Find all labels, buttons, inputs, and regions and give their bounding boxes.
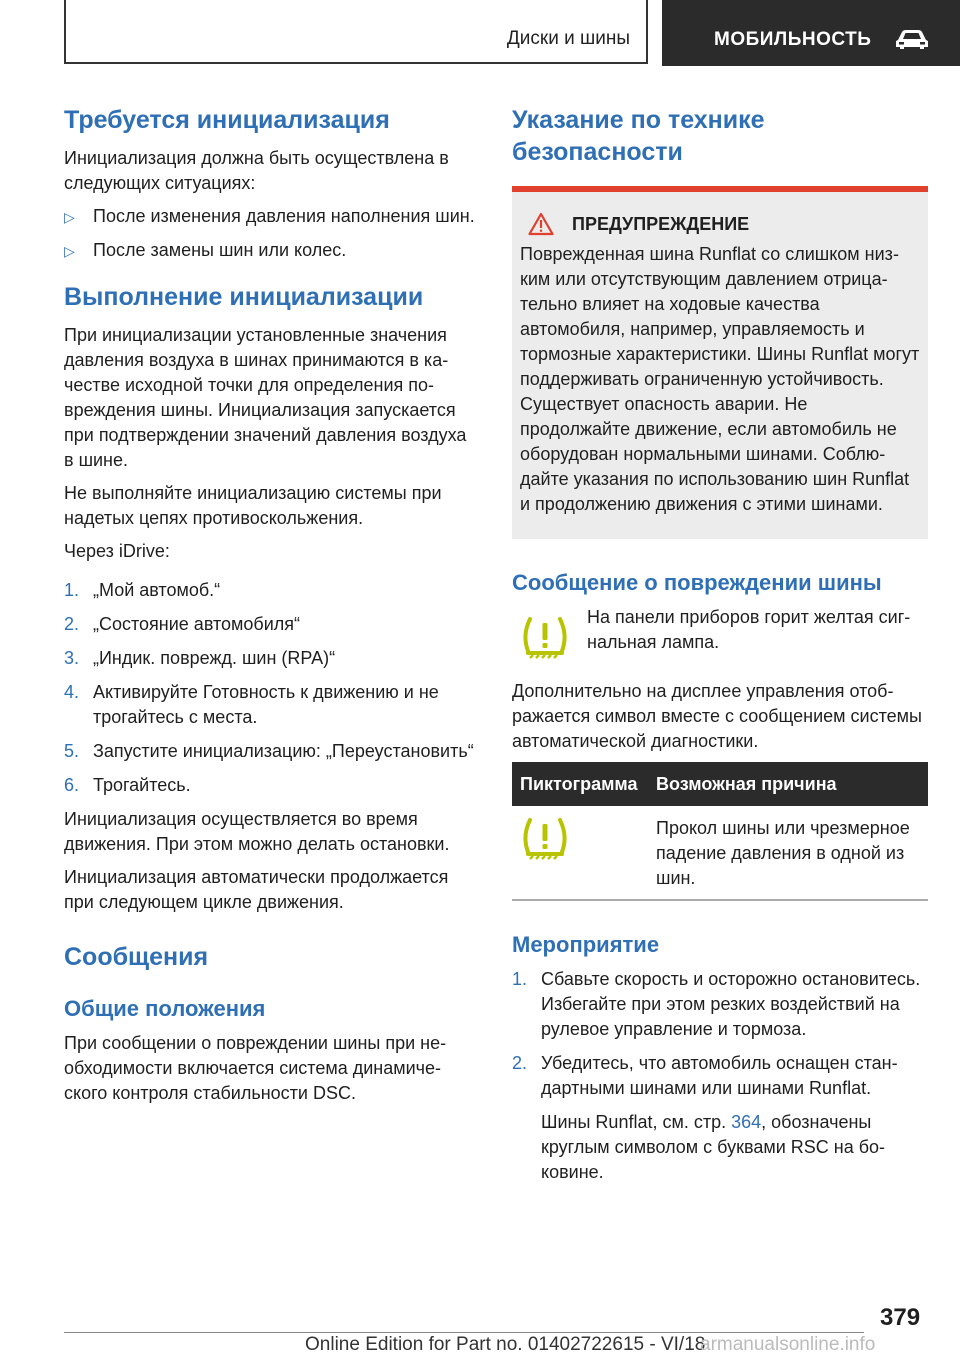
right-column — [512, 104, 928, 1194]
list-item: ▷ После замены шин или колес. — [64, 238, 478, 263]
list-item: ▷ После изменения давления наполнения шин. — [64, 204, 478, 229]
header-section-title: Диски и шины — [506, 28, 630, 49]
runflat-note: Шины Runflat, см. стр. 364, обозначены круглым символом с буквами RSC на боковине. — [541, 1112, 886, 1182]
car-icon — [894, 28, 930, 50]
warning-box — [512, 186, 928, 539]
perform-paragraph-4: Инициализация осуществляется во время движения. При этом можно делать остановки. — [64, 809, 450, 854]
list-item: 3. „Индик. поврежд. шин (RPA)“ — [64, 648, 336, 668]
page-number: 379 — [880, 1304, 921, 1331]
warning-header — [520, 212, 920, 236]
damage-text: Дополнительно на дисплее управления отображается символ вместе с сообщением системы автоматической диагностики. — [512, 681, 922, 751]
list-item: 2. „Состояние автомобиля“ — [64, 614, 301, 634]
table-header-pictogram: Пиктограмма — [512, 762, 648, 806]
heading-safety: Указание по технике безопасности — [512, 106, 765, 166]
pictogram-table — [512, 762, 928, 901]
heading-measures: Мероприятие — [512, 932, 660, 957]
header-chapter-box — [662, 0, 960, 66]
heading-messages: Сообщения — [64, 943, 209, 971]
perform-paragraph-2: Не выполняйте инициализацию системы при надетых цепях противоскольжения. — [64, 483, 442, 528]
table-cell-pictogram — [512, 806, 648, 900]
left-column — [64, 104, 478, 1114]
watermark: armanualsonline.info — [700, 1334, 876, 1355]
perform-paragraph-5: Инициализация автоматически продолжается при следующем цикле движения. — [64, 867, 449, 912]
perform-paragraph-1: При инициализации установленные значения давления воздуха в шинах принимаются в качестве исходной точки для определения повреждения шины. Инициализация запускается при подтверждении значений давления воздуха в шине. — [64, 325, 467, 470]
header-section-box — [64, 0, 648, 64]
list-item: 5. Запустите инициализацию: „Переустановить“ — [64, 741, 474, 761]
heading-perform-init: Выполнение инициализации — [64, 283, 424, 311]
table-cell-cause: Прокол шины или чрезмерное падение давления в одной из шин. — [648, 806, 928, 900]
tire-pressure-warning-icon — [520, 816, 570, 862]
tire-pressure-warning-icon — [520, 615, 570, 661]
tpms-lamp-row — [512, 605, 928, 661]
init-required-intro: Инициализация должна быть осуществлена в следующих ситуациях: — [64, 148, 449, 193]
warning-text: Поврежденная шина Runflat со слишком низким или отсутствующим давлением отрицательно влияет на ходовые качества автомобиля, например, управляемость и тормозные характеристики. Шины Runflat могут поддерживать ограниченную устойчивость. Существует опасность аварии. Не продолжайте движение, если автомобиль не оборудован нормальными шинами. Соблюдайте указания по использованию шин Runflat и продолжению движения с этими шинами. — [520, 244, 920, 514]
triangle-bullet-icon: ▷ — [64, 243, 75, 259]
list-item: 2. Убедитесь, что автомобиль оснащен стандартными шинами или шинами Runflat. Шины Runflat, см. стр. 364, обозначены круглым символом с буквами RSC на боковине. — [512, 1051, 928, 1185]
perform-steps — [64, 578, 478, 798]
table-row — [512, 806, 928, 900]
footer-divider — [64, 1332, 864, 1333]
triangle-bullet-icon: ▷ — [64, 209, 75, 225]
heading-init-required: Требуется инициализация — [64, 106, 390, 134]
list-item: 1. „Мой автомоб.“ — [64, 580, 221, 600]
measures-steps — [512, 967, 928, 1185]
messages-text: При сообщении о повреждении шины при необходимости включается система динамического контроля стабильности DSC. — [64, 1033, 447, 1103]
table-header-cause: Возможная причина — [648, 762, 928, 806]
heading-damage-message: Сообщение о повреждении шины — [512, 570, 882, 595]
list-item: 1. Сбавьте скорость и осторожно остановитесь. Избегайте при этом резких воздействий на рулевое управление и тормоза. — [512, 969, 921, 1039]
list-item: 4. Активируйте Готовность к движению и не трогайтесь с места. — [64, 682, 439, 727]
page-link-364[interactable]: 364 — [731, 1112, 762, 1132]
header-chapter-title: МОБИЛЬНОСТЬ — [714, 29, 872, 50]
warning-triangle-icon — [528, 212, 554, 236]
list-item: 6. Трогайтесь. — [64, 775, 191, 795]
init-required-list — [64, 204, 478, 263]
heading-general: Общие положения — [64, 996, 266, 1021]
perform-paragraph-3: Через iDrive: — [64, 541, 170, 561]
tpms-lamp-text: На панели приборов горит желтая сигнальная лампа. — [587, 607, 911, 652]
footer-edition: Online Edition for Part no. 01402722615 - VI/18 — [305, 1334, 706, 1355]
table-header-row — [512, 762, 928, 806]
warning-title: ПРЕДУПРЕЖДЕНИЕ — [572, 213, 750, 234]
